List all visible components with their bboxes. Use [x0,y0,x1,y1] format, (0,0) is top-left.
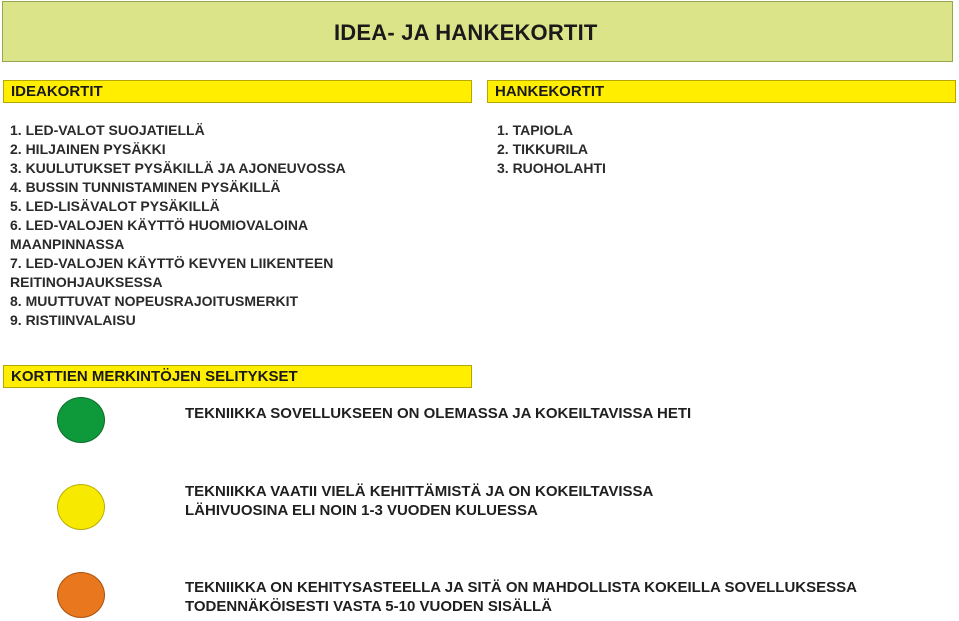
legend-line: TEKNIIKKA SOVELLUKSEEN ON OLEMASSA JA KOKEILTAVISSA HETI [185,405,692,422]
legend-header: KORTTIEN MERKINTÖJEN SELITYKSET [3,365,472,388]
list-item: 1. TAPIOLA [497,122,573,138]
list-item: 4. BUSSIN TUNNISTAMINEN PYSÄKILLÄ [10,179,281,195]
list-item: REITINOHJAUKSESSA [10,274,163,290]
page-title: IDEA- JA HANKEKORTIT [334,20,598,45]
list-item: 3. RUOHOLAHTI [497,160,606,176]
hankekortit-list [497,121,606,178]
legend-line: TEKNIIKKA ON KEHITYSASTEELLA JA SITÄ ON MAHDOLLISTA KOKEILLA SOVELLUKSESSA [185,579,857,596]
ideakortit-header: IDEAKORTIT [3,80,472,103]
legend-item-yellow [185,482,653,520]
list-item: 7. LED-VALOJEN KÄYTTÖ KEVYEN LIIKENTEEN [10,255,334,271]
hankekortit-header: HANKEKORTIT [487,80,956,103]
list-item: 5. LED-LISÄVALOT PYSÄKILLÄ [10,198,220,214]
legend-line: LÄHIVUOSINA ELI NOIN 1-3 VUODEN KULUESSA [185,502,538,519]
ideakortit-list [10,121,346,330]
green-status-dot [57,397,105,443]
list-item: 3. KUULUTUKSET PYSÄKILLÄ JA AJONEUVOSSA [10,160,346,176]
list-item: 9. RISTIINVALAISU [10,312,136,328]
title-banner [2,1,953,62]
legend-line: TODENNÄKÖISESTI VASTA 5-10 VUODEN SISÄLLÄ [185,598,552,615]
list-item: 2. TIKKURILA [497,141,588,157]
legend-line: TEKNIIKKA VAATII VIELÄ KEHITTÄMISTÄ JA ON KOKEILTAVISSA [185,483,654,500]
yellow-status-dot [57,484,105,530]
list-item: MAANPINNASSA [10,236,125,252]
list-item: 8. MUUTTUVAT NOPEUSRAJOITUSMERKIT [10,293,299,309]
orange-status-dot [57,572,105,618]
list-item: 2. HILJAINEN PYSÄKKI [10,141,166,157]
legend-item-orange [185,578,857,616]
list-item: 6. LED-VALOJEN KÄYTTÖ HUOMIOVALOINA [10,217,309,233]
list-item: 1. LED-VALOT SUOJATIELLÄ [10,122,205,138]
legend-item-green [185,404,691,423]
